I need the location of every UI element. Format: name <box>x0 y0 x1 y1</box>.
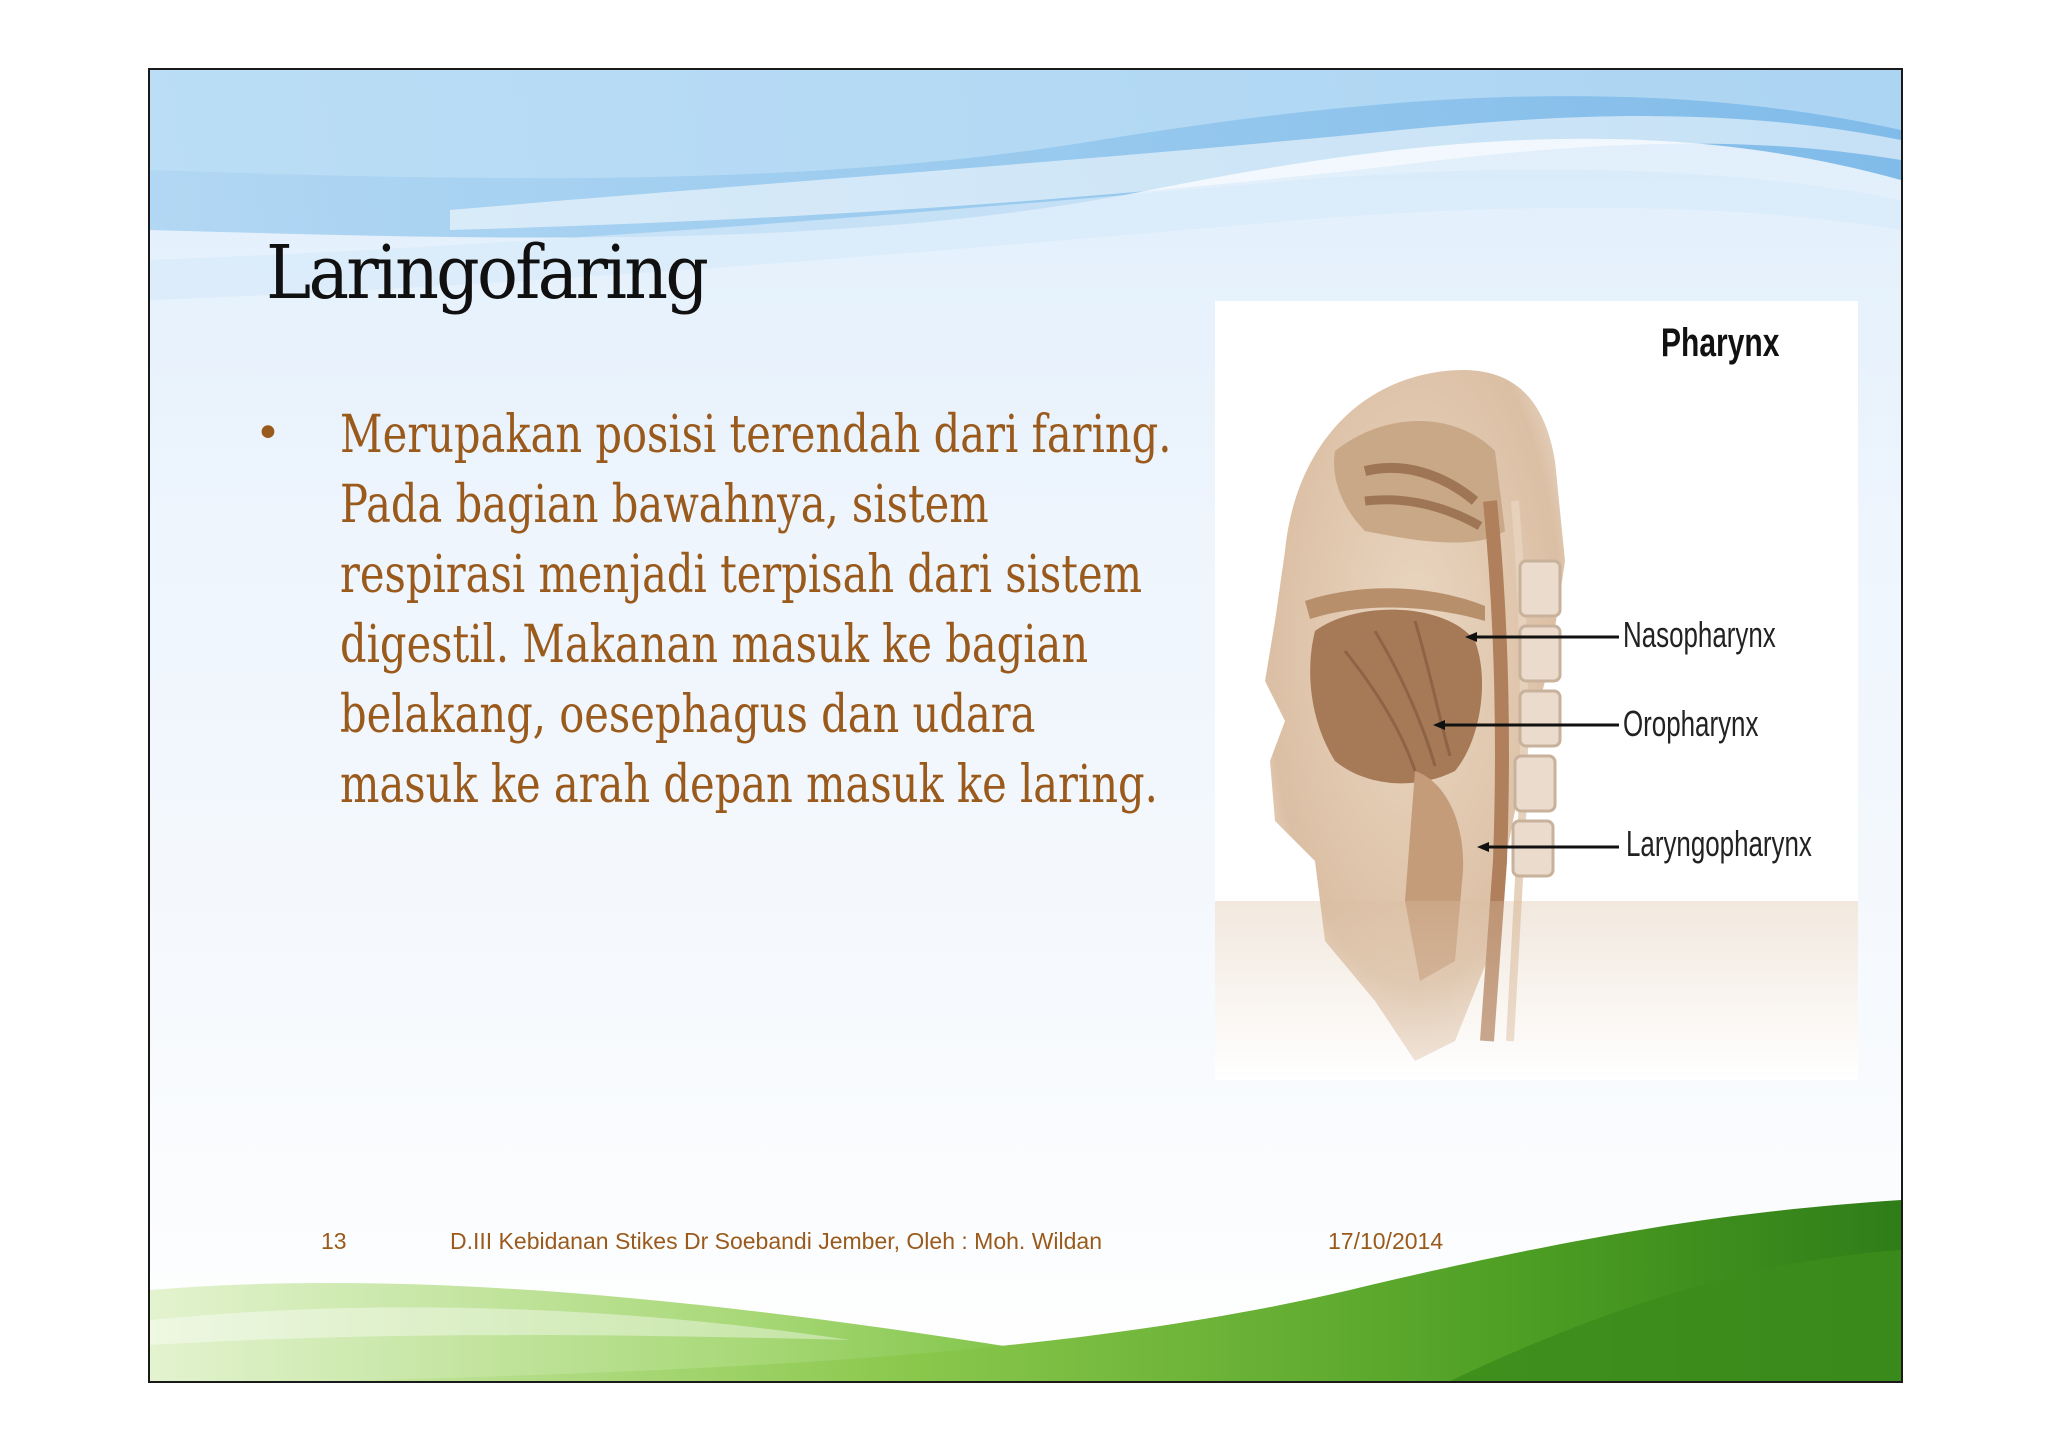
label-nasopharynx: Nasopharynx <box>1623 614 1776 655</box>
bullet-text: Merupakan posisi terendah dari faring. Pada bagian bawahnya, sistem respirasi menjadi terpisah dari sistem digestil. Makanan masuk ke bagian belakang, oesephagus dan udara masuk ke arah depan masuk ke laring. <box>340 405 1172 815</box>
pharynx-anatomy-illustration <box>1215 301 1858 1080</box>
slide-title: Laringofaring <box>266 230 707 316</box>
page-number: 13 <box>321 1228 347 1254</box>
footer-date: 17/10/2014 <box>1328 1228 1444 1254</box>
figure-title: Pharynx <box>1661 321 1780 365</box>
bullet-item <box>255 400 1172 820</box>
bullet-list <box>255 400 1172 820</box>
slide <box>148 68 1903 1383</box>
label-oropharynx: Oropharynx <box>1623 703 1759 744</box>
footer-credit: D.III Kebidanan Stikes Dr Soebandi Jember, Oleh : Moh. Wildan <box>450 1228 1102 1254</box>
label-laryngopharynx: Laryngopharynx <box>1626 823 1812 864</box>
pharynx-figure <box>1215 301 1858 1080</box>
bullet-icon: • <box>255 408 281 459</box>
